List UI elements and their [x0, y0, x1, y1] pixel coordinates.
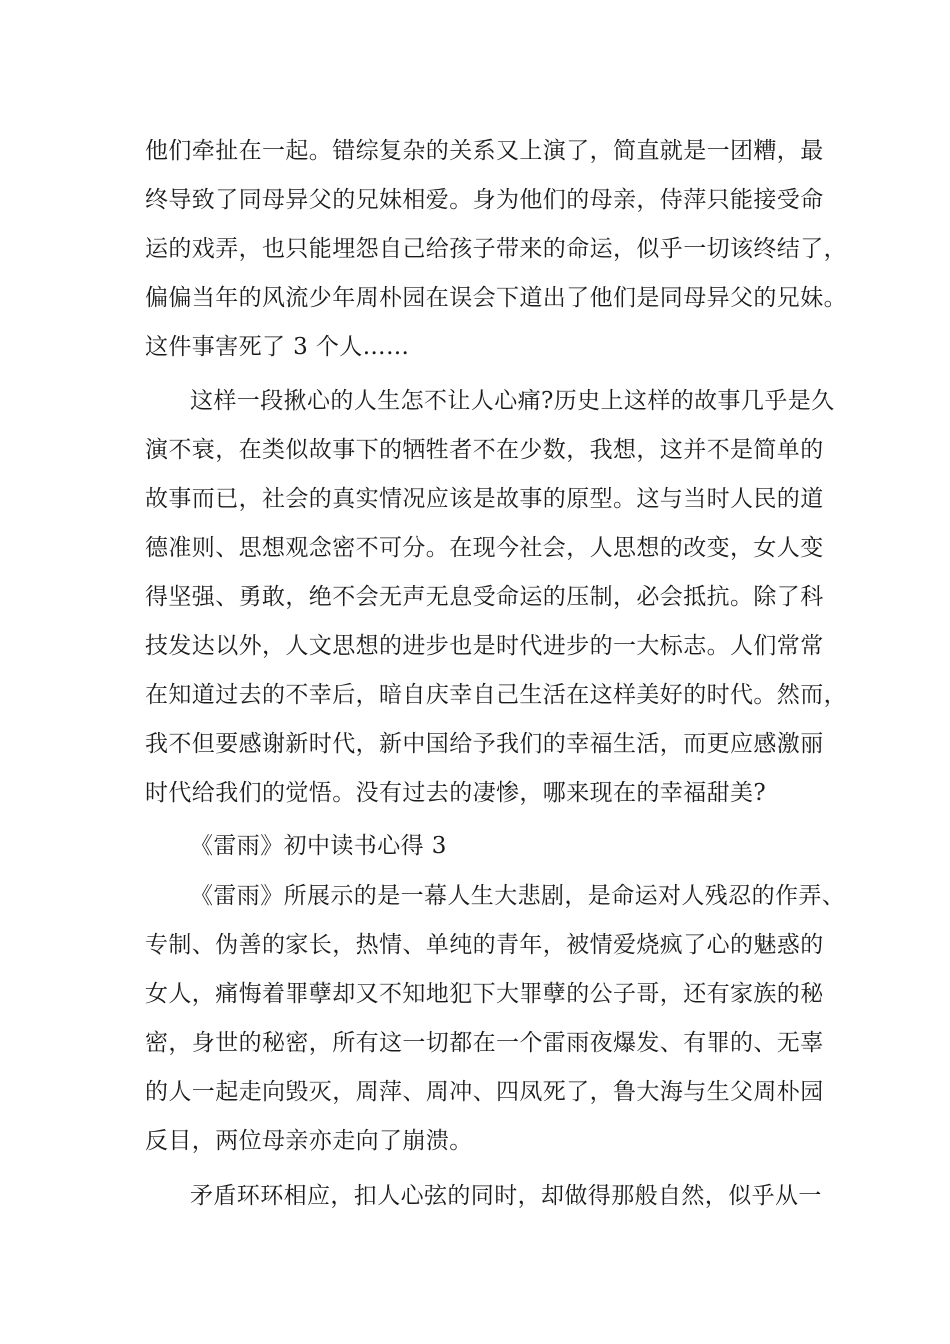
text-line: 专制、伪善的家长，热情、单纯的青年，被情爱烧疯了心的魅惑的 — [145, 932, 824, 958]
text-line: 故事而已，社会的真实情况应该是故事的原型。这与当时人民的道 — [145, 486, 824, 512]
paragraph-first-line: 矛盾环环相应，扣人心弦的同时，却做得那般自然，似乎从一 — [190, 1183, 822, 1209]
text-line: 女人，痛悔着罪孽却又不知地犯下大罪孽的公子哥，还有家族的秘 — [145, 981, 824, 1007]
text-line: 的人一起走向毁灭，周萍、周冲、四凤死了，鲁大海与生父周朴园 — [145, 1079, 824, 1105]
text-line: 技发达以外，人文思想的进步也是时代进步的一大标志。人们常常 — [145, 633, 824, 659]
section-heading: 《雷雨》初中读书心得 3 — [190, 833, 447, 859]
text-line: 他们牵扯在一起。错综复杂的关系又上演了，简直就是一团糟，最 — [145, 138, 824, 164]
text-line: 偏偏当年的风流少年周朴园在误会下道出了他们是同母异父的兄妹。 — [145, 285, 847, 311]
text-line: 我不但要感谢新时代，新中国给予我们的幸福生活，而更应感激丽 — [145, 731, 824, 757]
text-line: 反目，两位母亲亦走向了崩溃。 — [145, 1128, 473, 1154]
paragraph-first-line: 《雷雨》所展示的是一幕人生大悲剧，是命运对人残忍的作弄、 — [190, 883, 846, 909]
paragraph-first-line: 这样一段揪心的人生怎不让人心痛?历史上这样的故事几乎是久 — [190, 388, 835, 414]
text-line: 终导致了同母异父的兄妹相爱。身为他们的母亲，侍萍只能接受命 — [145, 187, 824, 213]
text-line: 密，身世的秘密，所有这一切都在一个雷雨夜爆发、有罪的、无辜 — [145, 1030, 824, 1056]
text-line: 德准则、思想观念密不可分。在现今社会，人思想的改变，女人变 — [145, 535, 824, 561]
text-line: 时代给我们的觉悟。没有过去的凄惨，哪来现在的幸福甜美? — [145, 780, 767, 806]
text-line: 得坚强、勇敢，绝不会无声无息受命运的压制，必会抵抗。除了科 — [145, 584, 824, 610]
text-line: 运的戏弄，也只能埋怨自己给孩子带来的命运，似乎一切该终结了， — [145, 236, 847, 262]
text-line: 在知道过去的不幸后，暗自庆幸自己生活在这样美好的时代。然而， — [145, 682, 847, 708]
text-line: 演不衰，在类似故事下的牺牲者不在少数，我想，这并不是简单的 — [145, 437, 824, 463]
text-line: 这件事害死了 3 个人…… — [145, 334, 410, 360]
